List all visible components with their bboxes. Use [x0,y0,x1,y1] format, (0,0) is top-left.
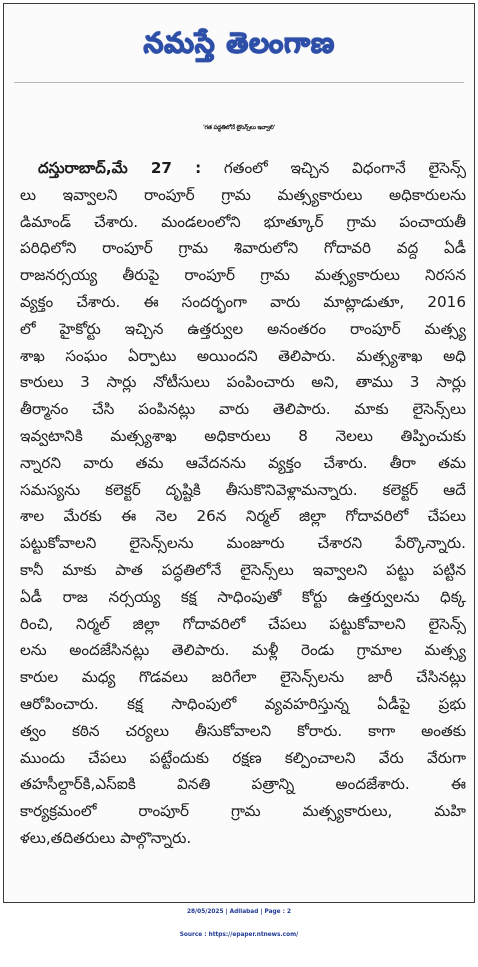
article-dateline: దస్తురాబాద్,మే 27 : [38,159,202,177]
article-line: కారులు 3 సార్లు నోటీసులు పంపించారు అని, తాము 3 సార్లు [20,373,466,392]
article-line: న్నారని వారు తమ ఆవేదనను వ్యక్తం చేశారు. తీరా తమ [20,453,466,472]
article-line: త్వం కఠిన చర్యలు తీసుకోవాలని కోరారు. కాగా అంతకు [20,721,466,740]
newspaper-clipping [3,3,475,903]
article-line: వ్యక్తం చేశారు. ఈ సందర్భంగా వారు మాట్లాడుతూ, 2016 [20,292,466,311]
article-line: ళలు,తదితరులు పాల్గొన్నారు. [20,828,192,847]
article-line: లు ఇవ్వాలని రాంపూర్ గ్రామ మత్స్యకారులు అధికారులను [20,185,466,204]
article-line: ఇవ్వటానికి మత్స్యశాఖ అధికారులు 8 నెలలు తిప్పించుకు [20,426,466,445]
article-line: ముందు చేపలు పట్టేందుకు రక్షణ కల్పించాలని వేరు వేరుగా [20,748,466,767]
article-line [20,155,466,182]
article-line: కారుల మధ్య గొడవలు జరిగేలా లైసెన్స్‌లను జారీ చేసినట్లు [20,668,466,687]
article-line: తీర్మానం చేసి పంపినట్లు వారు తెలిపారు. మాకు లైసెన్స్‌లు [20,400,466,419]
article-line: శాల మేరకు ఈ నెల 26న నిర్మల్ జిల్లా గోదావరిలో చేపలు [20,507,466,526]
article-line: కార్యక్రమంలో రాంపూర్ గ్రామ మత్స్యకారులు, మహి [20,802,466,821]
article-line: సమస్యను కలెక్టర్ దృష్టికి తీసుకొనివెళ్లామన్నారు. కలెక్టర్ ఆదే [20,480,466,499]
article-line: తహసీల్దార్‌కి,ఎస్ఐకి వినతి పత్రాన్ని అందజేశారు. ఈ [20,775,466,794]
article-body [20,155,466,852]
article-line: రాజనర్సయ్య తీరుపై రాంపూర్ గ్రామ మత్స్యకారులు నిరసన [20,266,466,285]
article-line: లను అందజేసినట్లు తెలిపారు. మళ్లీ రెండు గ్రామాల మత్స్య [20,641,466,660]
publication-info: 28/05/2025 | Adilabad | Page : 2 [186,909,291,915]
article-line: ఏడీ రాజ నర్సయ్య కక్ష సాధింపుతో కోర్టు ఉత్తర్వులను ధిక్క [20,587,466,606]
newspaper-masthead: నమస్తే తెలంగాణ [143,26,335,59]
article-line: డిమాండ్ చేశారు. మండలంలోని భూత్కూర్ గ్రామ పంచాయతీ [20,212,466,231]
source-info: Source : https://epaper.ntnews.com/ [179,932,299,938]
article-line: పట్టుకోవాలని లైసెన్స్‌లను మంజూరు చేశారని పేర్కొన్నారు. [20,534,466,553]
masthead-divider [14,82,464,83]
article-line: ఆరోపించారు. కక్ష సాధింపులో వ్యవహరిస్తున్న ఏడీపై ప్రభు [20,694,466,713]
article-line: కానీ మాకు పాత పద్ధతిలోనే లైసెన్స్‌లు ఇవ్వాలని పట్టు పట్టిన [20,560,466,579]
article-line: శాఖ సంఘం ఏర్పాటు అయిందని తెలిపారు. మత్స్యశాఖ అధి [20,346,466,365]
article-line: పరిధిలోని రాంపూర్ గ్రామ శివారులోని గోదావరి వద్ద ఏడీ [20,239,466,258]
article-line: రించి, నిర్మల్ జిల్లా గోదావరిలో చేపలు పట్టుకోవాలని లైసెన్స్ [20,614,466,633]
article-headline: 'గత పద్ధతిలోనే లైసెన్స్‌లు ఇవ్వాలి' [203,125,275,131]
article-line-text: గతంలో ఇచ్చిన విధంగానే లైసెన్స్ [223,159,466,177]
article-line: లో హైకోర్టు ఇచ్చిన ఉత్తర్వుల అనంతరం రాంపూర్ మత్స్య [20,319,466,338]
